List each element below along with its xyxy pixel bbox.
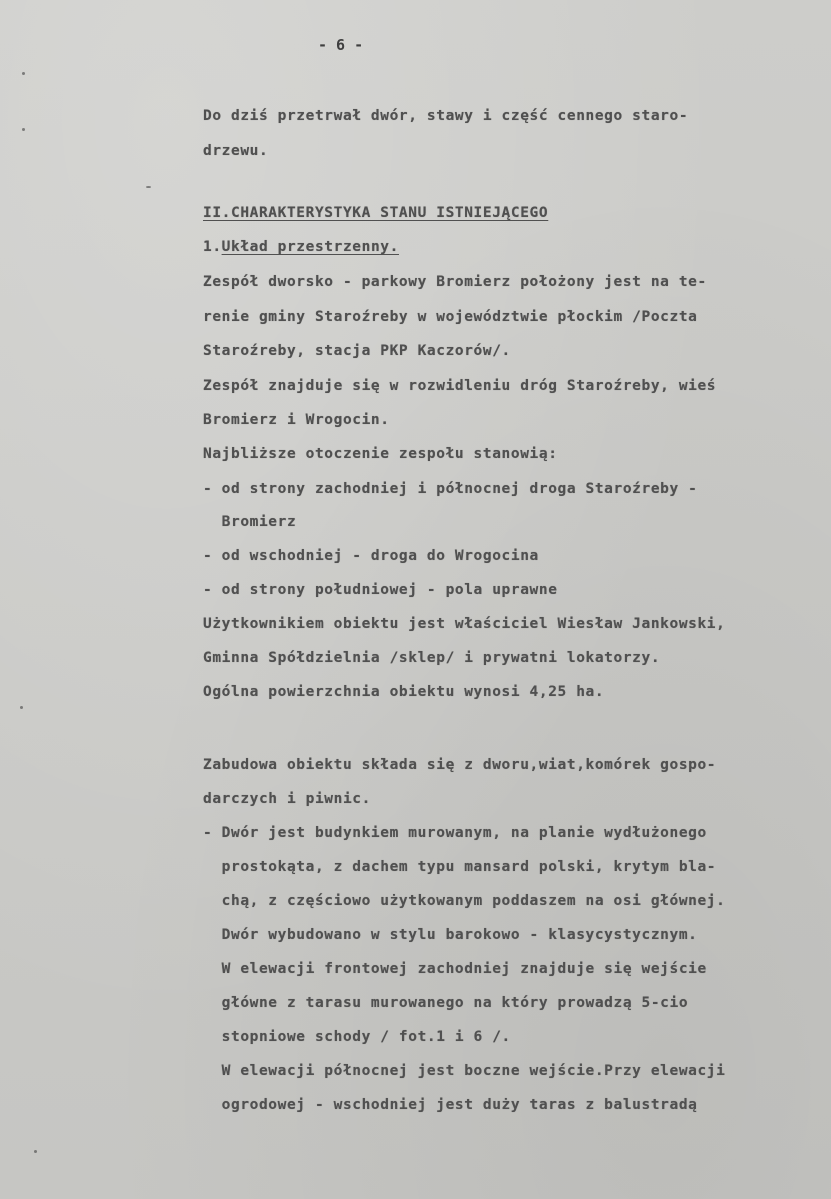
intro-line: Do dziś przetrwał dwór, stawy i część cennego staro- — [203, 108, 689, 124]
list-item: prostokąta, z dachem typu mansard polski, krytym bla- — [203, 859, 717, 875]
paper-speck — [22, 128, 25, 131]
list-item: - Dwór jest budynkiem murowanym, na planie wydłużonego — [203, 825, 707, 841]
intro-line: drzewu. — [203, 143, 269, 159]
subsection-number: 1. — [203, 239, 222, 255]
paper-speck — [20, 706, 23, 709]
body-line: Staroźreby, stacja PKP Kaczorów/. — [203, 343, 511, 359]
paper-speck — [34, 1150, 37, 1153]
page-number: - 6 - — [318, 36, 364, 54]
list-item: stopniowe schody / fot.1 i 6 /. — [203, 1029, 511, 1045]
body-line: Bromierz i Wrogocin. — [203, 412, 390, 428]
body-line: darczych i piwnic. — [203, 791, 371, 807]
section-heading: II.CHARAKTERYSTYKA STANU ISTNIEJĄCEGO — [203, 205, 549, 221]
body-line: Gminna Spółdzielnia /sklep/ i prywatni lokatorzy. — [203, 650, 661, 666]
body-line: Użytkownikiem obiektu jest właściciel Wiesław Jankowski, — [203, 616, 726, 632]
list-item: - od strony południowej - pola uprawne — [203, 582, 558, 598]
body-line: Ogólna powierzchnia obiektu wynosi 4,25 ha. — [203, 684, 605, 700]
subsection-title: Układ przestrzenny. — [221, 239, 399, 255]
list-item: ogrodowej - wschodniej jest duży taras z balustradą — [203, 1097, 698, 1113]
paper-speck — [22, 72, 25, 75]
subsection-heading — [203, 239, 399, 255]
body-line: Zabudowa obiektu składa się z dworu,wiat,komórek gospo- — [203, 757, 717, 773]
list-item: chą, z częściowo użytkowanym poddaszem na osi głównej. — [203, 893, 726, 909]
list-item: - od wschodniej - droga do Wrogocina — [203, 548, 539, 564]
list-item: Dwór wybudowano w stylu barokowo - klasycystycznym. — [203, 927, 698, 943]
list-item: W elewacji północnej jest boczne wejście.Przy elewacji — [203, 1063, 726, 1079]
body-line: Zespół znajduje się w rozwidleniu dróg Staroźreby, wieś — [203, 378, 717, 394]
paper-speck — [146, 186, 151, 188]
body-line: Najbliższe otoczenie zespołu stanowią: — [203, 446, 558, 462]
list-item: Bromierz — [203, 514, 297, 530]
body-line: renie gminy Staroźreby w województwie płockim /Poczta — [203, 309, 698, 325]
list-item: główne z tarasu murowanego na który prowadzą 5-cio — [203, 995, 689, 1011]
list-item: W elewacji frontowej zachodniej znajduje się wejście — [203, 961, 707, 977]
list-item: - od strony zachodniej i północnej droga Staroźreby - — [203, 481, 698, 497]
body-line: Zespół dworsko - parkowy Bromierz położony jest na te- — [203, 274, 707, 290]
